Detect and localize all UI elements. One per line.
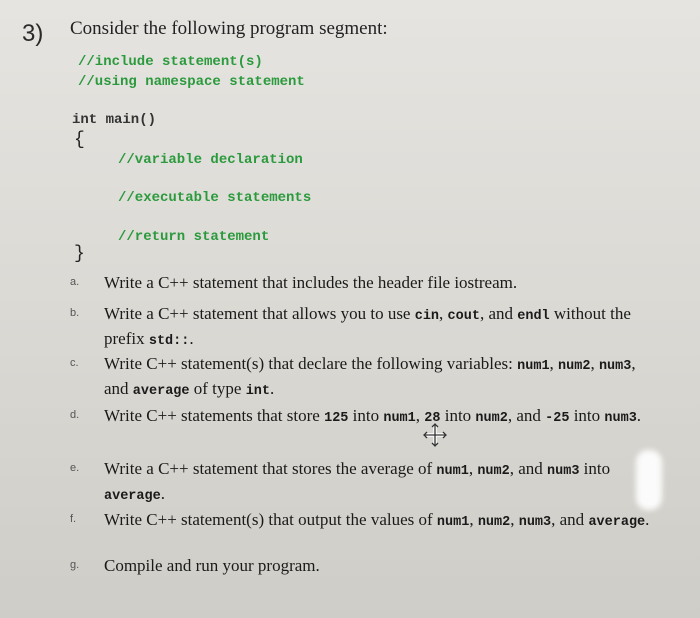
task-text	[104, 405, 664, 430]
code-close-brace: }	[74, 244, 85, 264]
task-text	[104, 509, 664, 534]
text-run: Write C++ statement(s) that output the values of	[104, 510, 437, 529]
code-token: endl	[517, 309, 550, 324]
task-text	[104, 458, 664, 508]
text-run: .	[160, 484, 165, 503]
text-run: ,	[510, 510, 519, 529]
code-token: num1	[383, 411, 416, 426]
text-run: into	[440, 406, 476, 425]
text-run: Write a C++ statement that includes the header file iostream.	[104, 273, 518, 292]
code-token: num2	[558, 359, 591, 374]
task-label: f.	[70, 513, 77, 525]
code-token: int	[245, 384, 271, 399]
text-run: .	[189, 329, 194, 348]
code-token: num1	[436, 464, 469, 479]
text-run: , and	[551, 510, 589, 529]
text-run: Write C++ statements that store	[104, 406, 325, 425]
text-run: ,	[468, 459, 478, 478]
task-text	[104, 555, 664, 577]
code-line-return: //return statement	[118, 229, 270, 245]
text-run: into	[579, 459, 611, 478]
text-run: ,	[469, 510, 478, 529]
code-token: 28	[424, 411, 441, 426]
task-text	[104, 303, 664, 353]
text-run: , and	[509, 459, 548, 478]
code-token: average	[132, 384, 190, 399]
code-token: num3	[547, 464, 580, 479]
text-run: into	[348, 406, 384, 425]
text-run: , and	[507, 406, 546, 425]
text-run: , and	[104, 354, 636, 398]
move-cursor-icon	[422, 422, 448, 448]
text-run: into	[569, 406, 605, 425]
code-token: num3	[604, 411, 637, 426]
code-token: num2	[475, 411, 508, 426]
code-token: average	[104, 489, 161, 504]
text-run: , and	[479, 304, 518, 323]
screen-glare	[636, 450, 662, 510]
text-run: ,	[549, 354, 559, 373]
code-line-declaration: //variable declaration	[118, 152, 303, 168]
task-label: g.	[70, 559, 80, 571]
task-label: c.	[70, 357, 79, 369]
text-run: .	[270, 379, 275, 398]
task-label: a.	[70, 276, 80, 288]
code-line-include: //include statement(s)	[78, 54, 263, 70]
task-label: d.	[70, 409, 80, 421]
text-run: Write a C++ statement that stores the average of	[104, 459, 437, 478]
text-run: of type	[189, 379, 246, 398]
code-token: cin	[414, 309, 440, 324]
text-run: ,	[590, 354, 599, 373]
question-number: 3)	[22, 20, 44, 47]
code-token: num3	[598, 359, 632, 374]
text-run: Write a C++ statement that allows you to use	[104, 304, 415, 323]
question-prompt: Consider the following program segment:	[70, 18, 388, 39]
code-token: num1	[436, 515, 470, 530]
code-token: -25	[545, 411, 570, 426]
task-label: b.	[70, 307, 80, 319]
code-line-namespace: //using namespace statement	[78, 74, 305, 90]
code-token: num3	[518, 515, 552, 530]
task-label: e.	[70, 462, 80, 474]
text-run: ,	[415, 406, 425, 425]
text-run: .	[645, 510, 650, 529]
text-run: .	[636, 406, 642, 425]
code-token: cout	[447, 309, 480, 324]
code-line-main: int main()	[72, 112, 157, 128]
text-run: Compile and run your program.	[104, 556, 320, 575]
code-token: num1	[517, 359, 550, 374]
code-token: average	[588, 515, 646, 530]
text-run: ,	[439, 304, 448, 323]
task-text	[104, 272, 664, 294]
code-token: 125	[324, 411, 349, 426]
code-token: num2	[477, 464, 510, 479]
code-token: num2	[477, 515, 511, 530]
task-text	[104, 353, 664, 403]
code-line-executable: //executable statements	[118, 190, 312, 206]
code-token: std::	[148, 334, 190, 349]
text-run: without the prefix	[104, 304, 631, 348]
code-open-brace: {	[74, 130, 85, 150]
text-run: Write C++ statement(s) that declare the following variables:	[104, 354, 518, 373]
